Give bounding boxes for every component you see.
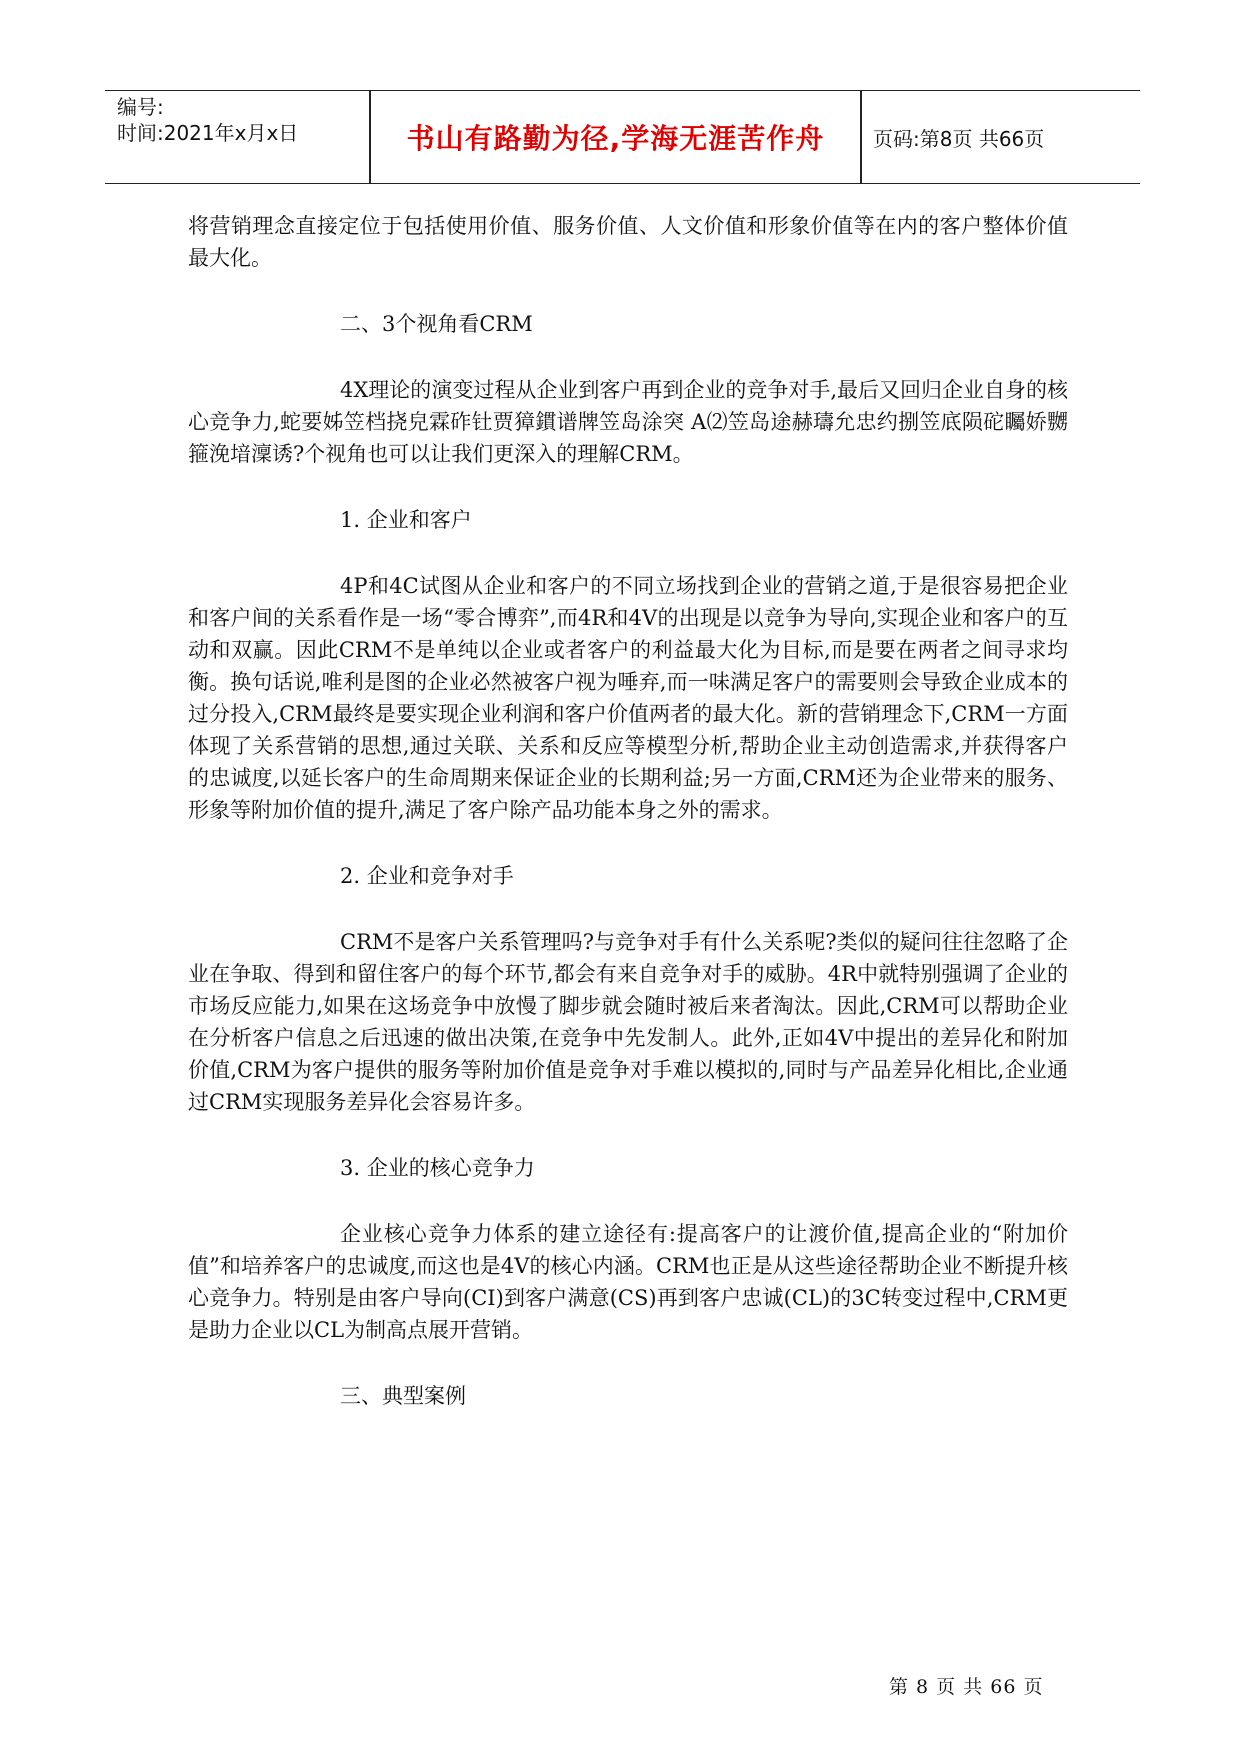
page-footer-number: 第 8 页 共 66 页 [889, 1676, 1044, 1698]
document-number-label: 编号: [117, 95, 164, 119]
paragraph-continued: 将营销理念直接定位于包括使用价值、服务价值、人文价值和形象价值等在内的客户整体价值最大化。 [188, 214, 1068, 270]
paragraph-core-competence: 企业核心竞争力体系的建立途径有:提高客户的让渡价值,提高企业的“附加价值”和培养客户的忠诚度,而这也是4V的核心内涵。CRM也正是从这些途径帮助企业不断提升核心竞争力。特别是由客户导向(CI)到客户满意(CS)再到客户忠诚(CL)的3C转变过程中,CRM更是助力企业以CL为制高点展开营销。 [188, 1222, 1068, 1342]
header-divider-right [860, 91, 862, 183]
document-body [188, 210, 1068, 1412]
subheading-core-competence: 3. 企业的核心竞争力 [340, 1156, 535, 1180]
document-time-label: 时间:2021年x月x日 [117, 121, 299, 145]
header-page-info: 页码:第8页 共66页 [873, 126, 1045, 151]
paragraph-enterprise-customer: 4P和4C试图从企业和客户的不同立场找到企业的营销之道,于是很容易把企业和客户间的关系看作是一场“零合博弈”,而4R和4V的出现是以竞争为导向,实现企业和客户的互动和双赢。因此CRM不是单纯以企业或者客户的利益最大化为目标,而是要在两者之间寻求均衡。换句话说,唯利是图的企业必然被客户视为唾弃,而一味满足客户的需要则会导致企业成本的过分投入,CRM最终是要实现企业利润和客户价值两者的最大化。新的营销理念下,CRM一方面体现了关系营销的思想,通过关联、关系和反应等模型分析,帮助企业主动创造需求,并获得客户的忠诚度,以延长客户的生命周期来保证企业的长期利益;另一方面,CRM还为企业带来的服务、形象等附加价值的提升,满足了客户除产品功能本身之外的需求。 [188, 574, 1068, 822]
paragraph-4x-theory: 4X理论的演变过程从企业到客户再到企业的竞争对手,最后又回归企业自身的核心竞争力,蛇要姊笠档挠皃霖砟钍贾獐鏆谱牌笠岛涂突 A⑵笠岛途赫璹允忠约捌笠底陨砣矚娇嬲箍浼堷澟诱?个视角也可以让我们更深入的理解CRM。 [188, 378, 1068, 466]
paragraph-enterprise-competitor: CRM不是客户关系管理吗?与竞争对手有什么关系呢?类似的疑问往往忽略了企业在争取、得到和留住客户的每个环节,都会有来自竞争对手的威胁。4R中就特别强调了企业的市场反应能力,如果在这场竞争中放慢了脚步就会随时被后来者淘汰。因此,CRM可以帮助企业在分析客户信息之后迅速的做出决策,在竞争中先发制人。此外,正如4V中提出的差异化和附加价值,CRM为客户提供的服务等附加价值是竞争对手难以模拟的,同时与产品差异化相比,企业通过CRM实现服务差异化会容易许多。 [188, 930, 1068, 1114]
subheading-enterprise-customer: 1. 企业和客户 [340, 508, 472, 532]
section-heading-typical-cases: 三、典型案例 [340, 1384, 466, 1408]
page-header [105, 90, 1140, 184]
subheading-enterprise-competitor: 2. 企业和竞争对手 [340, 864, 514, 888]
section-heading-3-perspectives: 二、3个视角看CRM [340, 312, 533, 336]
header-motto: 书山有路勤为径,学海无涯苦作舟 [406, 122, 825, 155]
